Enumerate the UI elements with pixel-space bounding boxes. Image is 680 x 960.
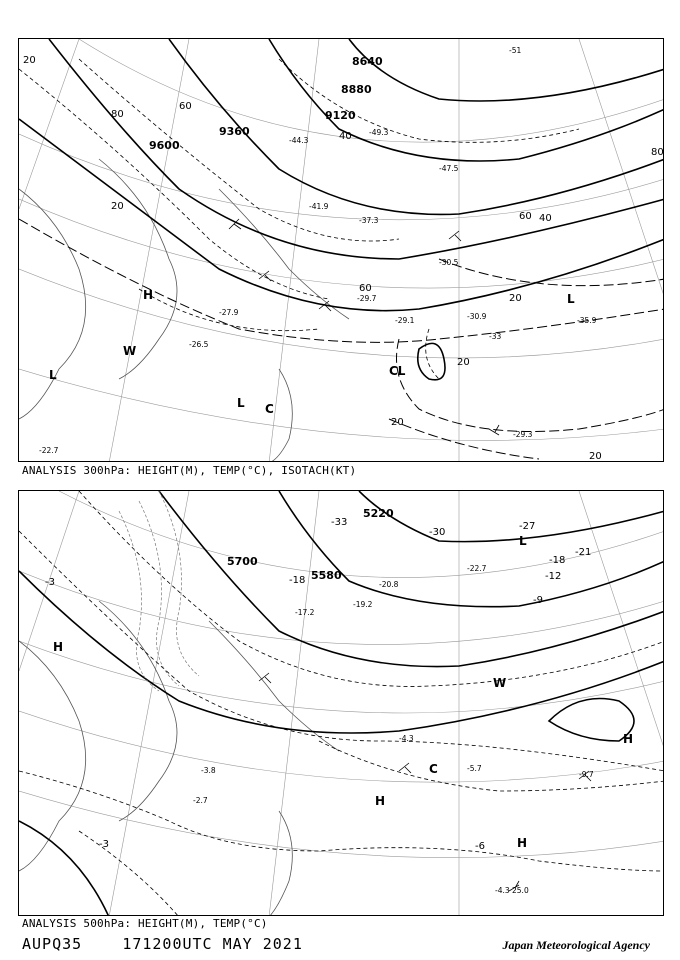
high-center-marker: H: [517, 836, 528, 850]
isotach-label: 60: [519, 211, 532, 222]
temp-label: -35.9: [577, 316, 597, 325]
cold-center-marker: C: [265, 402, 274, 416]
isotach-label: 60: [359, 283, 372, 294]
isotach-label: 80: [651, 147, 664, 158]
map-300hpa-canvas: [19, 39, 664, 462]
station-value: -5.7: [467, 764, 482, 773]
map-panel-300hpa: [18, 38, 664, 462]
warm-center-marker: W: [493, 676, 507, 690]
height-label: 9120: [325, 109, 356, 122]
height-label: 5700: [227, 555, 258, 568]
temp-contour-label: -3: [45, 577, 55, 588]
agency-credit: Japan Meteorological Agency: [502, 938, 650, 952]
temp-label: -29.7: [357, 294, 377, 303]
temp-label: -37.3: [359, 216, 379, 225]
low-center-marker: L: [237, 396, 245, 410]
isotach-label: 40: [339, 131, 352, 142]
isotach-label: 20: [509, 293, 522, 304]
panel-caption-500hpa: ANALYSIS 500hPa: HEIGHT(M), TEMP(°C): [22, 917, 268, 930]
height-label: 8640: [352, 55, 383, 68]
temp-label: -26.5: [189, 340, 209, 349]
height-label: 5220: [363, 507, 394, 520]
map-500hpa-canvas: [19, 491, 664, 916]
cold-low-center-marker: CL: [389, 364, 406, 378]
temp-label: -44.3: [289, 136, 309, 145]
low-center-marker: L: [567, 292, 575, 306]
temp-contour-label: -18: [549, 555, 566, 566]
height-label: 8880: [341, 83, 372, 96]
station-value: -4.3: [399, 734, 414, 743]
height-contours: [19, 491, 664, 916]
temperature-contours: [19, 59, 579, 379]
temperature-contours: [19, 491, 664, 916]
height-label: 9360: [219, 125, 250, 138]
isotach-label: 20: [457, 357, 470, 368]
high-center-marker: H: [623, 732, 634, 746]
high-center-marker: H: [143, 288, 154, 302]
temp-label: -41.9: [309, 202, 329, 211]
station-value: -2.7: [193, 796, 208, 805]
height-label: 9600: [149, 139, 180, 152]
station-value: -4.3 25.0: [495, 886, 529, 895]
temp-contour-label: -9: [533, 595, 543, 606]
product-code: AUPQ35: [22, 935, 83, 953]
temp-contour-label: -12: [545, 571, 562, 582]
temp-label: -29.3: [513, 430, 533, 439]
isotach-label: 20: [23, 55, 36, 66]
cold-center-marker: C: [429, 762, 438, 776]
temp-label: -51: [509, 46, 522, 55]
temp-label: -47.5: [439, 164, 459, 173]
temp-label: -27.9: [219, 308, 239, 317]
isotach-label: 80: [111, 109, 124, 120]
low-center-marker: L: [49, 368, 57, 382]
temp-contour-label: -18: [289, 575, 306, 586]
temp-contour-label: -21: [575, 547, 592, 558]
isotach-label: 20: [589, 451, 602, 462]
temp-label: -22.7: [39, 446, 59, 455]
station-value: -3.8: [201, 766, 216, 775]
isotach-label: 40: [539, 213, 552, 224]
graticule: [19, 491, 664, 916]
height-contours: [19, 39, 664, 311]
closed-low-contour: [418, 343, 445, 379]
height-label: 5580: [311, 569, 342, 582]
chart-identifier: [22, 935, 303, 953]
station-value: -22.7: [467, 564, 487, 573]
temp-contour-label: -30: [429, 527, 446, 538]
temp-contour-label: -27: [519, 521, 536, 532]
high-center-marker: H: [375, 794, 386, 808]
temp-label: -49.3: [369, 128, 389, 137]
warm-center-marker: W: [123, 344, 137, 358]
temp-label: -30.9: [467, 312, 487, 321]
temp-contour-label: -33: [331, 517, 348, 528]
panel-caption-300hpa: ANALYSIS 300hPa: HEIGHT(M), TEMP(°C), ISOTACH(KT): [22, 464, 357, 477]
isotach-label: 20: [111, 201, 124, 212]
trough-contours: [119, 491, 199, 691]
isotach-label: 60: [179, 101, 192, 112]
valid-time: 171200UTC MAY 2021: [122, 935, 303, 953]
station-value: -19.2: [353, 600, 373, 609]
station-value: -9.7: [579, 770, 594, 779]
temp-label: -30.5: [439, 258, 459, 267]
low-center-marker: L: [519, 534, 527, 548]
temp-label: -33: [489, 332, 502, 341]
station-value: -20.8: [379, 580, 399, 589]
station-value: -17.2: [295, 608, 315, 617]
graticule: [19, 39, 664, 462]
isotach-label: 20: [391, 417, 404, 428]
map-panel-500hpa: [18, 490, 664, 916]
temp-contour-label: -6: [475, 841, 485, 852]
temp-contour-label: -3: [99, 839, 109, 850]
temp-label: -29.1: [395, 316, 415, 325]
high-center-marker: H: [53, 640, 64, 654]
